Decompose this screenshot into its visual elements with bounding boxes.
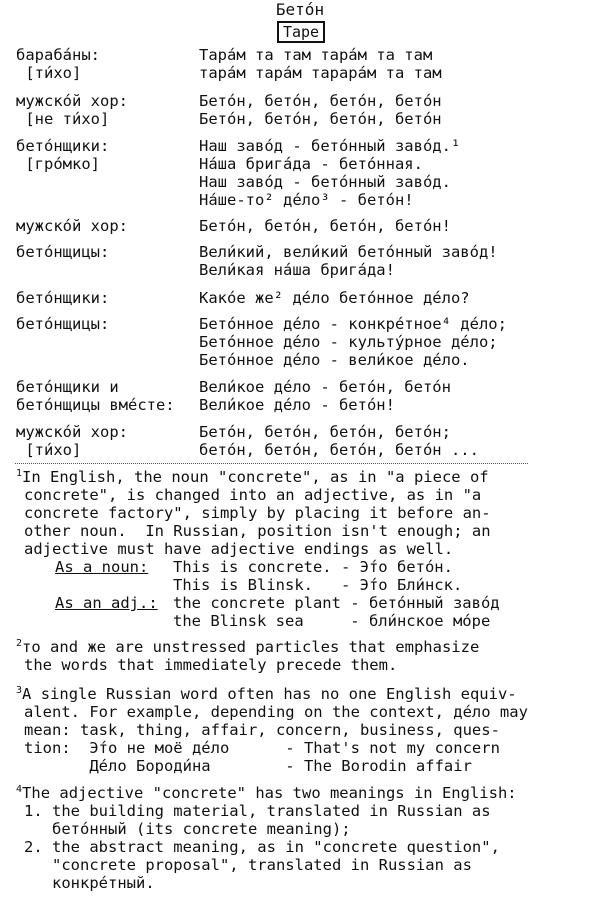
- footnote-number: 3: [16, 685, 23, 696]
- footnote-divider: [15, 463, 528, 464]
- verse-line: Бето́н, бето́н, бето́н, бето́н;: [199, 423, 451, 441]
- speaker-label: бето́нщицы:: [16, 243, 110, 261]
- verse-line: Бето́нное де́ло - конкре́тное⁴ де́ло;: [199, 315, 507, 333]
- footnote-number: 2: [16, 638, 23, 649]
- example-row: the concrete plant - бето́нный заво́д: [173, 594, 500, 612]
- example-row: the Blinsk sea - бли́нское мо́ре: [173, 612, 491, 630]
- footnote-line: 1. the building material, translated in Russian as: [24, 802, 491, 820]
- example-row: This is concrete. - Э́то бето́н.: [173, 558, 453, 576]
- footnote-line: Де́ло Бороди́на - The Borodin affair: [24, 757, 472, 775]
- footnote-1: [16, 470, 489, 486]
- footnote-2: [16, 640, 479, 656]
- verse-line: тара́м тара́м тарара́м та там: [199, 64, 442, 82]
- example-row: This is Blinsk. - Э́то Бли́нск.: [173, 576, 463, 594]
- footnote-line: other noun. In Russian, position isn't enough; an: [24, 522, 491, 540]
- speaker-label: бето́нщицы:: [16, 315, 110, 333]
- verse-line: Бето́нное де́ло - вели́кое де́ло.: [199, 351, 470, 369]
- verse-line: Наш заво́д - бето́нный заво́д.¹: [199, 137, 461, 155]
- stage-direction: [ти́хо]: [16, 64, 82, 82]
- verse-line: Бето́н, бето́н, бето́н, бето́н: [199, 110, 442, 128]
- verse-line: На́ше-то² де́ло³ - бето́н!: [199, 191, 414, 209]
- footnote-number: 1: [16, 468, 23, 479]
- footnote-line: The adjective "concrete" has two meanings in English:: [22, 784, 517, 802]
- speaker-label: бето́нщицы вме́сте:: [16, 396, 175, 414]
- stage-direction: [гро́мко]: [16, 155, 100, 173]
- footnote-line: tion: Э́то не моё де́ло - That's not my concern: [24, 739, 500, 757]
- footnote-line: alent. For example, depending on the context, де́ло may: [24, 703, 528, 721]
- footnote-line: "concrete proposal", translated in Russian as: [24, 856, 472, 874]
- verse-line: Вели́кое де́ло - бето́н!: [199, 396, 395, 414]
- speaker-label: бараба́ны:: [16, 46, 100, 64]
- footnote-line: mean: task, thing, affair, concern, business, ques-: [24, 721, 500, 739]
- footnote-line: A single Russian word often has no one English equiv-: [22, 685, 517, 703]
- verse-line: Бето́нное де́ло - культу́рное де́ло;: [199, 333, 498, 351]
- verse-line: Вели́кий, вели́кий бето́нный заво́д!: [199, 243, 498, 261]
- verse-line: Тара́м та там тара́м та там: [199, 46, 433, 64]
- verse-line: Наш заво́д - бето́нный заво́д.: [199, 173, 451, 191]
- verse-line: Вели́кая на́ша брига́да!: [199, 261, 395, 279]
- footnote-line: In English, the noun "concrete", as in "a piece of: [22, 468, 489, 486]
- footnote-line: concrete", is changed into an adjective, as in "a: [24, 486, 482, 504]
- footnote-line: adjective must have adjective endings as well.: [24, 540, 454, 558]
- verse-line: Вели́кое де́ло - бето́н, бето́н: [199, 378, 451, 396]
- noun-example-label: As a noun:: [55, 558, 149, 576]
- footnote-4: [16, 786, 517, 802]
- footnote-line: то and же are unstressed particles that emphasize: [22, 638, 480, 656]
- speaker-label: бето́нщики:: [16, 289, 110, 307]
- verse-line: бето́н, бето́н, бето́н, бето́н ...: [199, 441, 479, 459]
- poem-title: Бето́н: [275, 0, 325, 19]
- footnote-number: 4: [16, 784, 23, 795]
- footnote-line: бето́нный (its concrete meaning);: [24, 820, 351, 838]
- speaker-label: бето́нщики и: [16, 378, 119, 396]
- speaker-label: мужско́й хор:: [16, 217, 128, 235]
- verse-line: Бето́н, бето́н, бето́н, бето́н: [199, 92, 442, 110]
- speaker-label: мужско́й хор:: [16, 423, 128, 441]
- verse-line: Како́е же² де́ло бето́нное де́ло?: [199, 289, 470, 307]
- speaker-label: бето́нщики:: [16, 137, 110, 155]
- footnote-line: concrete factory", simply by placing it before an-: [24, 504, 491, 522]
- verse-line: На́ша брига́да - бето́нная.: [199, 155, 423, 173]
- adj-example-label: As an adj.:: [55, 594, 158, 612]
- stage-direction: [ти́хо]: [16, 441, 82, 459]
- stage-direction: [не ти́хо]: [16, 110, 110, 128]
- verse-line: Бето́н, бето́н, бето́н, бето́н!: [199, 217, 451, 235]
- footnote-line: the words that immediately precede them.: [24, 656, 398, 674]
- footnote-line: 2. the abstract meaning, as in "concrete question",: [24, 838, 500, 856]
- footnote-line: конкре́тный.: [24, 874, 155, 892]
- tape-label: Tape: [277, 21, 325, 43]
- speaker-label: мужско́й хор:: [16, 92, 128, 110]
- footnote-3: [16, 687, 517, 703]
